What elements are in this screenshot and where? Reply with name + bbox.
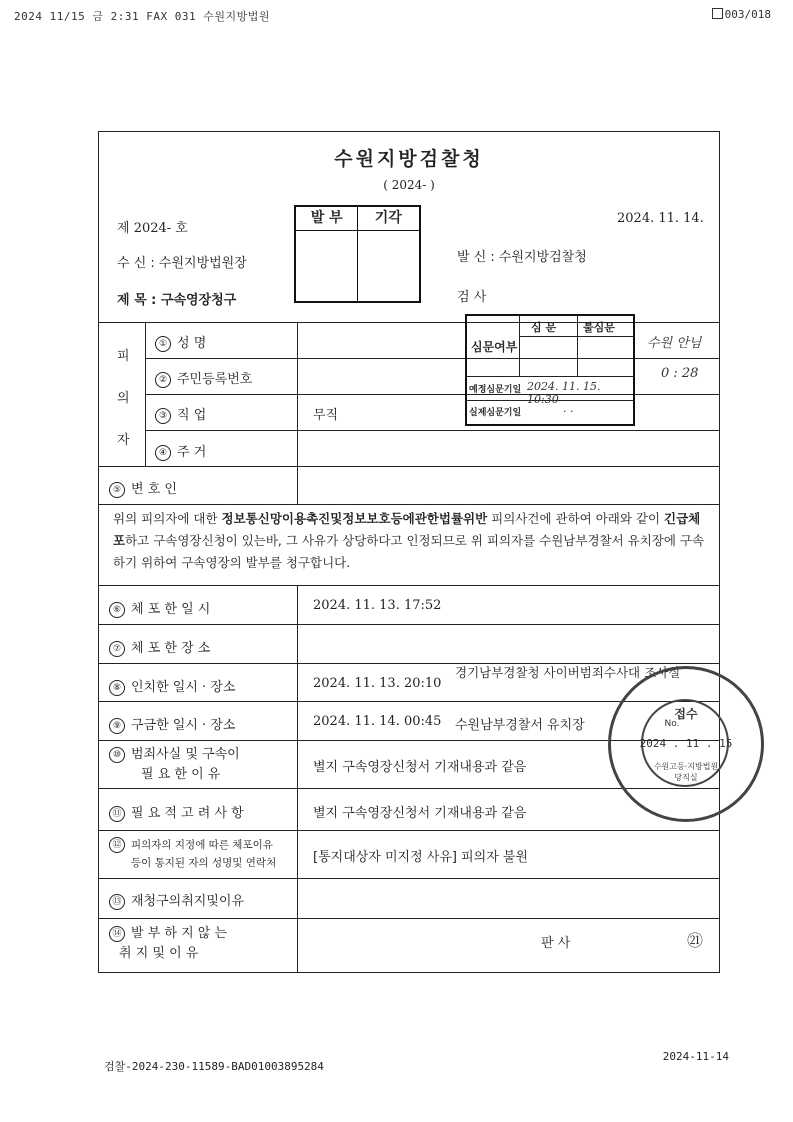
notification-value: [통지대상자 미지정 사유] 피의자 불원 (313, 850, 529, 865)
judge-seal-icon: ㉑ (687, 931, 704, 950)
custody-time-place-label: ⑨ 구금한 일시 · 장소 (109, 714, 235, 734)
approval-box (294, 205, 421, 303)
subject: 제 목 : 구속영장청구 (117, 293, 237, 308)
checkbox-icon (712, 8, 723, 19)
side-note-1: 수원 안님 (647, 336, 702, 351)
judge-label: 판 사 (541, 936, 571, 951)
prosecutor-label: 검 사 (457, 290, 487, 305)
suspect-job-value: 무직 (313, 408, 339, 423)
reapplication-label: ⑬ 재청구의취지및이유 (109, 890, 244, 910)
warrant-form (98, 131, 720, 973)
actual-hearing-value: . . (563, 402, 574, 415)
suspect-address-label: ④ 주 거 (155, 441, 206, 461)
footer-date: 2024-11-14 (662, 1050, 729, 1063)
hearing-col-2: 불심문 (583, 321, 615, 334)
actual-hearing-label: 실제심문기일 (469, 408, 522, 418)
crime-reason-label: ⑩ 범죄사실 및 구속이 필 요 한 이 유 (109, 745, 240, 785)
detention-time-place-label: ⑧ 인치한 일시 · 장소 (109, 676, 235, 696)
stamp-title: 접수 (674, 707, 698, 721)
detention-time-value: 2024. 11. 13. 20:10 (313, 676, 442, 691)
recipient: 수 신 : 수원지방법원장 (117, 256, 247, 271)
year-line: ( 2024- ) (383, 178, 435, 192)
hearing-label: 심문여부 (471, 340, 518, 354)
stamp-court: 수원고등·지방법원 (653, 762, 719, 771)
approval-issued-label: 발 부 (310, 210, 343, 226)
stamp-no: No. (664, 719, 680, 729)
page-title: 수원지방검찰청 (334, 148, 484, 170)
footer-doc-id: 검찰-2024-230-11589-BAD01003895284 (104, 1060, 324, 1073)
arrest-time-label: ⑥ 체 포 한 일 시 (109, 598, 210, 618)
receipt-stamp (608, 666, 764, 822)
detention-place-value: 경기남부경찰청 사이버범죄수사대 조사실 (455, 665, 681, 680)
non-issuance-label: ⑭ 발 부 하 지 않 는 취 지 및 이 유 (109, 924, 227, 964)
fax-header-right (712, 8, 771, 21)
approval-dismissed-label: 기각 (374, 210, 402, 226)
stamp-office: 당직실 (674, 773, 698, 782)
scheduled-hearing-value: 2024. 11. 15. 10:30 (527, 380, 601, 406)
crime-reason-value: 별지 구속영장신청서 기재내용과 같음 (313, 760, 527, 775)
custody-place-value: 수원남부경찰서 유치장 (455, 718, 585, 733)
side-note-2: 0 : 28 (661, 366, 699, 381)
arrest-time-value: 2024. 11. 13. 17:52 (313, 598, 442, 613)
fax-header-left: 2024 11/15 금 2:31 FAX 031 수원지방법원 (14, 10, 270, 23)
request-paragraph: 위의 피의자에 대한 정보통신망이용촉진및정보보호등에관한법률위반 피의사건에 관하여 아래와 같이 긴급체포하고 구속영장신청이 있는바, 그 사유가 상당하다고 인정되므로 위 피의자를 수원남부경찰서 유치장에 구속하기 위하여 구속영장의 발부를 청구합니다. (113, 511, 705, 570)
hearing-col-1: 심 문 (531, 321, 557, 334)
suspect-name-label: ① 성 명 (155, 332, 206, 352)
sender: 발 신 : 수원지방검찰청 (457, 250, 587, 265)
custody-time-value: 2024. 11. 14. 00:45 (313, 714, 442, 729)
hearing-review-box (465, 314, 635, 426)
lawyer-label: ⑤ 변 호 인 (109, 478, 177, 498)
suspect-job-label: ③ 직 업 (155, 404, 206, 424)
suspect-id-label: ② 주민등록번호 (155, 368, 252, 388)
doc-number: 제 2024- 호 (117, 221, 188, 236)
notification-label: ⑫ 피의자의 지정에 따른 체포이유 등이 통지된 자의 성명및 연락처 (109, 836, 276, 872)
fax-page-count: 003/018 (724, 8, 771, 21)
considerations-value: 별지 구속영장신청서 기재내용과 같음 (313, 806, 527, 821)
doc-date: 2024. 11. 14. (617, 211, 704, 226)
arrest-place-label: ⑦ 체 포 한 장 소 (109, 637, 210, 657)
stamp-date: 2024 . 11 . 15 (639, 737, 733, 750)
suspect-label-3: 자 (117, 433, 130, 448)
considerations-label: ⑪ 필 요 적 고 려 사 항 (109, 802, 244, 822)
scheduled-hearing-label: 예정심문기일 (469, 385, 522, 395)
suspect-label-1: 피 (117, 349, 130, 364)
suspect-label-2: 의 (117, 391, 130, 406)
